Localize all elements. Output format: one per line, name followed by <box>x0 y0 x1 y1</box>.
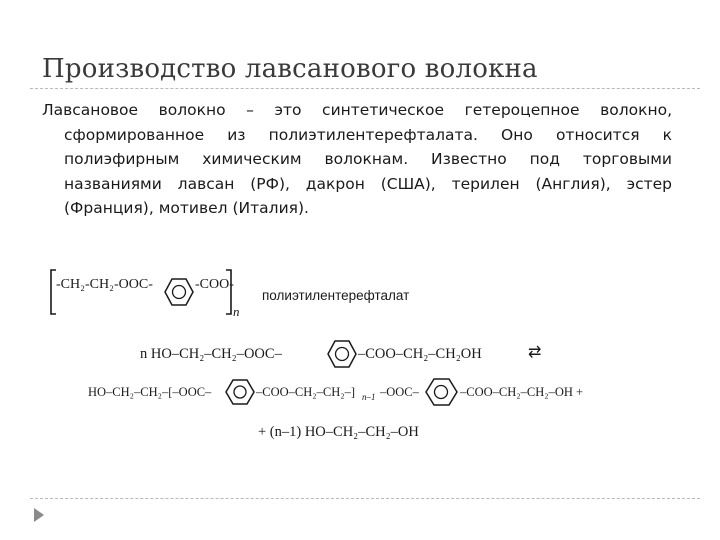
description-text: Лавсановое волокно – это синтетическое гетероцепное волокно, сформированное из полиэтилентерефталата. Оно относится к полиэфирным химическим волокнам. Известно под торговыми названиями лавсан (РФ), дакрон (США), терилен (Англия), эстер (Франция), мотивел (Италия). <box>42 101 672 217</box>
polymer-label: полиэтилентерефталат <box>262 288 410 303</box>
repeat-unit-right-text: -COO- <box>195 277 234 292</box>
reaction-line-1 <box>140 341 541 367</box>
reaction2-part-b: –COO–CH₂–CH₂–] <box>256 385 355 399</box>
reaction2-part-d: –COO–CH₂–CH₂–OH + <box>460 385 584 399</box>
reaction-line-3: + (n–1) HO–CH₂–CH₂–OH <box>258 424 419 440</box>
reaction2-part-c: –OOC– <box>380 385 419 399</box>
reaction-line-2 <box>88 379 583 405</box>
repeat-unit-formula <box>51 270 240 319</box>
benzene-ring-icon <box>226 380 254 404</box>
benzene-ring-icon <box>426 379 457 405</box>
footer-divider <box>30 498 700 499</box>
slide-title: Производство лавсанового волокна <box>42 54 538 84</box>
repeat-unit-subscript: n <box>233 304 240 319</box>
reaction2-subscript: n–1 <box>362 392 376 402</box>
triangle-bullet-icon <box>34 508 44 522</box>
reaction1-right-text: –COO–CH₂–CH₂OH <box>358 346 482 362</box>
reaction1-left-text: n HO–CH₂–CH₂–OOC– <box>140 346 282 362</box>
reaction2-part-a: HO–CH₂–CH₂–[–OOC– <box>88 385 212 399</box>
equilibrium-arrow-icon: ⇄ <box>528 344 542 361</box>
benzene-ring-icon <box>328 341 356 367</box>
benzene-ring-icon <box>165 279 193 305</box>
repeat-unit-left-text: -CH₂-CH₂-OOC- <box>56 277 153 292</box>
